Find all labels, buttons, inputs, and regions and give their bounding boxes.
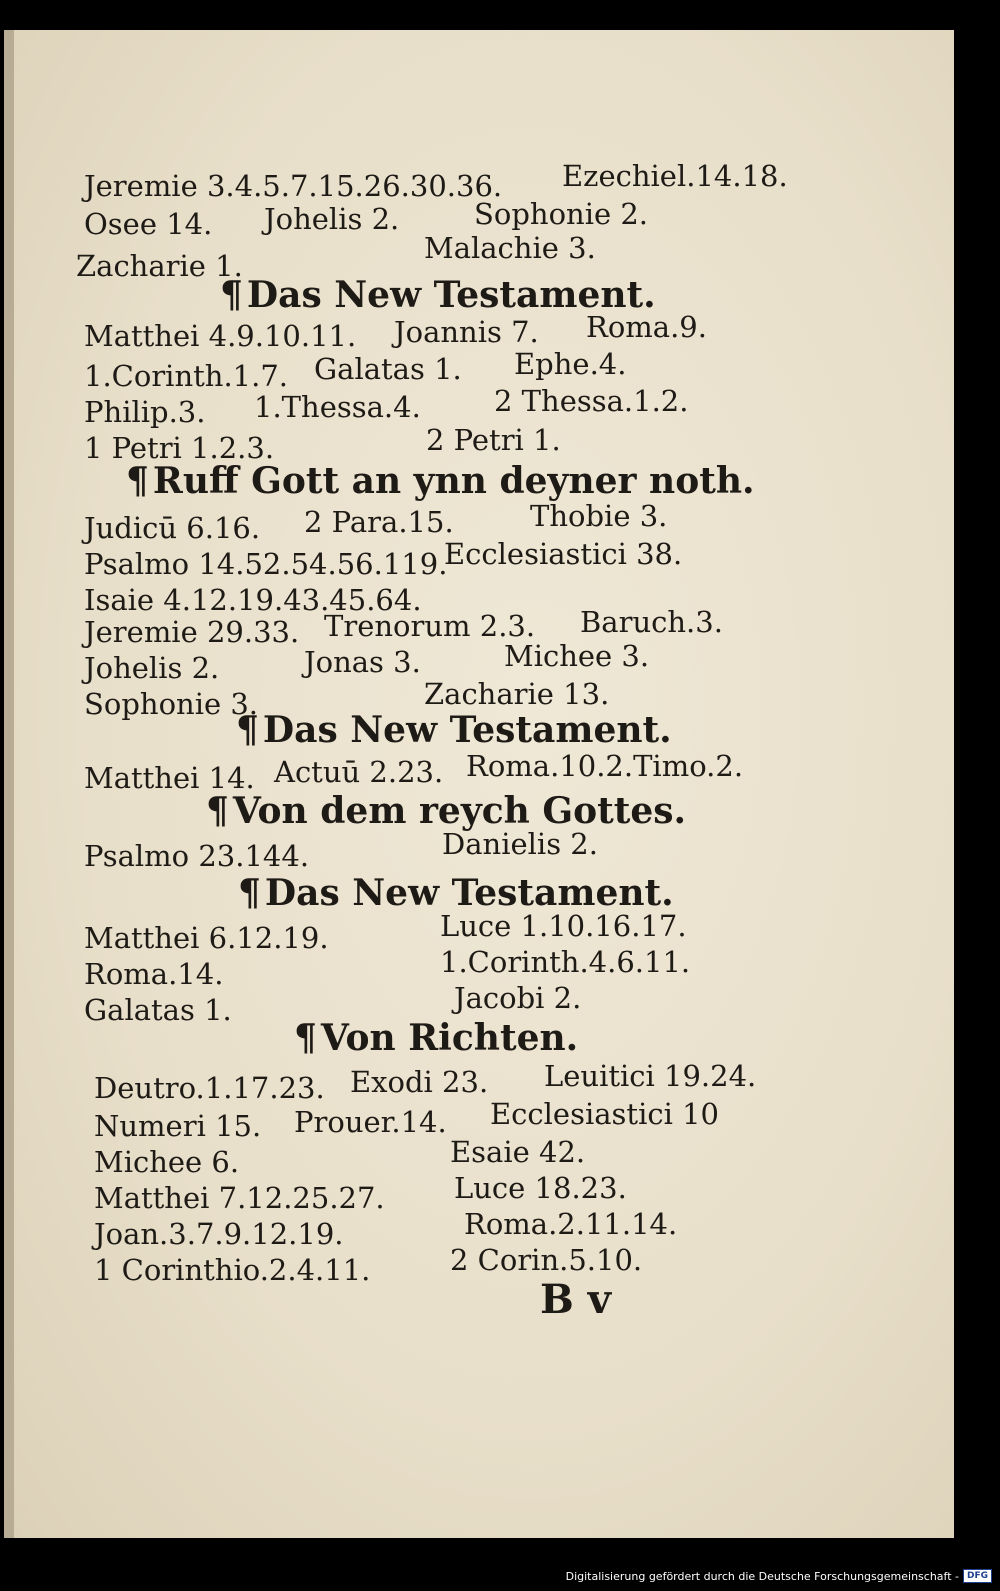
line-galatas-2: Galatas 1. bbox=[84, 993, 232, 1027]
line-numeri: Numeri 15. bbox=[94, 1109, 262, 1143]
line-matthei-6: Matthei 6.12.19. bbox=[84, 921, 329, 955]
line-judicum: Judicū 6.16. bbox=[84, 511, 261, 545]
pilcrow-mark: ¶ bbox=[126, 460, 149, 502]
line-thobie: Thobie 3. bbox=[530, 499, 668, 533]
line-jeremie: Jeremie 3.4.5.7.15.26.30.36. bbox=[84, 169, 503, 203]
line-ecclesiastici-10: Ecclesiastici 10 bbox=[490, 1097, 719, 1131]
heading-new-testament-3 bbox=[238, 872, 674, 914]
line-baruch: Baruch.3. bbox=[580, 605, 723, 639]
line-roma-9: Roma.9. bbox=[586, 310, 707, 344]
book-page bbox=[4, 30, 954, 1538]
line-corinth-1: 1.Corinth.1.7. bbox=[84, 359, 289, 393]
line-psalmo-2: Psalmo 23.144. bbox=[84, 839, 310, 873]
heading-ruff bbox=[126, 460, 755, 502]
line-luce-1: Luce 1.10.16.17. bbox=[440, 909, 687, 943]
line-joannis: Joannis 7. bbox=[394, 315, 539, 349]
line-sophonie: Sophonie 2. bbox=[474, 197, 649, 231]
line-petri-2: 2 Petri 1. bbox=[426, 423, 561, 457]
pilcrow-mark: ¶ bbox=[238, 872, 261, 914]
line-ecclesiastici-38: Ecclesiastici 38. bbox=[444, 537, 683, 571]
line-ezechiel: Ezechiel.14.18. bbox=[562, 159, 788, 193]
line-trenorum: Trenorum 2.3. bbox=[324, 609, 536, 643]
line-petri-1: 1 Petri 1.2.3. bbox=[84, 431, 275, 465]
line-matthei-7: Matthei 7.12.25.27. bbox=[94, 1181, 385, 1215]
heading-richten-text: Von Richten. bbox=[320, 1017, 579, 1059]
line-zacharie-13: Zacharie 13. bbox=[424, 677, 610, 711]
line-deutro: Deutro.1.17.23. bbox=[94, 1071, 325, 1105]
line-corinthio: 1 Corinthio.2.4.11. bbox=[94, 1253, 371, 1287]
digitization-credit bbox=[566, 1569, 992, 1583]
line-psalmo-1: Psalmo 14.52.54.56.119. bbox=[84, 547, 448, 581]
pilcrow-mark: ¶ bbox=[294, 1017, 317, 1059]
heading-reich bbox=[206, 790, 687, 832]
heading-new-testament-2-text: Das New Testament. bbox=[262, 709, 672, 751]
line-leuitici: Leuitici 19.24. bbox=[544, 1059, 757, 1093]
line-esaie: Esaie 42. bbox=[450, 1135, 586, 1169]
line-malachie: Malachie 3. bbox=[424, 231, 596, 265]
line-actuum: Actuū 2.23. bbox=[274, 755, 444, 789]
line-johelis: Johelis 2. bbox=[264, 202, 400, 236]
heading-ruff-text: Ruff Gott an ynn deyner noth. bbox=[152, 460, 755, 502]
line-roma-timo: Roma.10.2.Timo.2. bbox=[466, 749, 744, 783]
line-michee-3: Michee 3. bbox=[504, 639, 650, 673]
line-corinth-2: 1.Corinth.4.6.11. bbox=[440, 945, 691, 979]
line-isaie: Isaie 4.12.19.43.45.64. bbox=[84, 583, 422, 617]
line-zacharie: Zacharie 1. bbox=[76, 249, 243, 283]
line-prouer: Prouer.14. bbox=[294, 1105, 447, 1139]
line-thessa-1: 1.Thessa.4. bbox=[254, 390, 421, 424]
pilcrow-mark: ¶ bbox=[236, 709, 259, 751]
line-osee: Osee 14. bbox=[84, 207, 213, 241]
line-johelis-2: Johelis 2. bbox=[84, 651, 220, 685]
heading-reich-text: Von dem reych Gottes. bbox=[232, 790, 687, 832]
line-corin: 2 Corin.5.10. bbox=[450, 1243, 643, 1277]
pilcrow-mark: ¶ bbox=[206, 790, 229, 832]
heading-new-testament-1-text: Das New Testament. bbox=[246, 274, 656, 316]
line-michee-6: Michee 6. bbox=[94, 1145, 240, 1179]
line-luce-18: Luce 18.23. bbox=[454, 1171, 627, 1205]
line-ephe: Ephe.4. bbox=[514, 347, 627, 381]
line-para: 2 Para.15. bbox=[304, 505, 454, 539]
line-jacobi: Jacobi 2. bbox=[454, 981, 582, 1015]
line-roma-14: Roma.14. bbox=[84, 957, 224, 991]
heading-new-testament-2 bbox=[236, 709, 672, 751]
line-roma-2: Roma.2.11.14. bbox=[464, 1207, 678, 1241]
heading-new-testament-3-text: Das New Testament. bbox=[264, 872, 674, 914]
line-galatas-1: Galatas 1. bbox=[314, 352, 462, 386]
line-joan: Joan.3.7.9.12.19. bbox=[94, 1217, 344, 1251]
heading-new-testament-1 bbox=[220, 274, 656, 316]
dfg-logo: DFG bbox=[963, 1569, 992, 1583]
line-danielis: Danielis 2. bbox=[442, 827, 598, 861]
line-jonas: Jonas 3. bbox=[304, 645, 421, 679]
line-exodi: Exodi 23. bbox=[350, 1065, 489, 1099]
line-philip: Philip.3. bbox=[84, 395, 206, 429]
signature-mark: B v bbox=[540, 1276, 611, 1323]
line-matthei-1: Matthei 4.9.10.11. bbox=[84, 319, 357, 353]
line-thessa-2: 2 Thessa.1.2. bbox=[494, 384, 689, 418]
line-jeremie-2: Jeremie 29.33. bbox=[84, 615, 300, 649]
line-sophonie-2: Sophonie 3. bbox=[84, 687, 259, 721]
line-matthei-14: Matthei 14. bbox=[84, 761, 255, 795]
credit-text: Digitalisierung gefördert durch die Deutsche Forschungsgemeinschaft - bbox=[565, 1569, 959, 1583]
heading-richten bbox=[294, 1017, 579, 1059]
pilcrow-mark: ¶ bbox=[220, 274, 243, 316]
